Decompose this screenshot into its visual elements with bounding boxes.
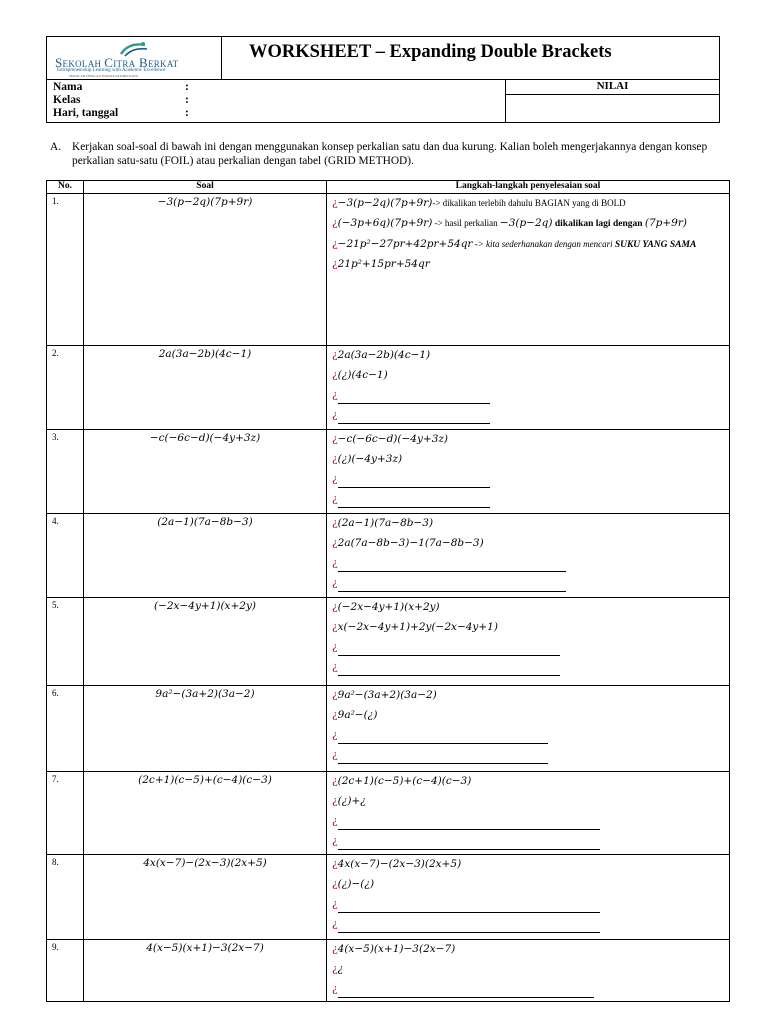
placeholder-glyph: ¿ — [332, 197, 338, 209]
solution-steps — [327, 598, 730, 686]
placeholder-glyph: ¿ — [332, 795, 338, 807]
step-4-expr: 21p²+15pr+54qr — [337, 258, 430, 270]
placeholder-glyph: ¿ — [332, 983, 338, 995]
placeholder-glyph: ¿ — [332, 557, 338, 569]
placeholder-glyph: ¿ — [332, 878, 338, 890]
step-1-expr: 9a²−(3a+2)(3a−2) — [337, 689, 437, 701]
header-soal: Soal — [84, 181, 327, 194]
kelas-label: Kelas — [53, 94, 81, 106]
placeholder-glyph: ¿ — [332, 238, 338, 250]
student-info-box — [46, 80, 720, 123]
table-row — [47, 598, 730, 686]
header-langkah: Langkah-langkah penyelesaian soal — [327, 181, 730, 194]
answer-line[interactable] — [332, 574, 729, 594]
kelas-colon: : — [185, 94, 189, 106]
placeholder-glyph: ¿ — [332, 641, 338, 653]
step-2-expr: x(−2x−4y+1)+2y(−2x−4y+1) — [337, 621, 498, 633]
step-1-expr: 4x(x−7)−(2x−3)(2x+5) — [337, 858, 462, 870]
placeholder-glyph: ¿ — [332, 729, 338, 741]
row-number: 3. — [47, 430, 84, 514]
placeholder-glyph: ¿ — [332, 537, 338, 549]
placeholder-glyph: ¿ — [332, 621, 338, 633]
row-number: 6. — [47, 686, 84, 772]
placeholder-glyph: ¿ — [332, 217, 338, 229]
step-3-note: -> kita sederhanakan dengan mencari — [472, 239, 615, 249]
step-2-expr: 2a(7a−8b−3)−1(7a−8b−3) — [337, 537, 484, 549]
step-2-expr: ¿ — [337, 963, 344, 975]
table-row — [47, 346, 730, 430]
logo-school-part1: Sekolah — [55, 55, 102, 70]
problem-expression: (−2x−4y+1)(x+2y) — [84, 598, 327, 686]
placeholder-glyph: ¿ — [332, 349, 338, 361]
logo-school-part2: Citra Berkat — [104, 55, 179, 70]
placeholder-glyph: ¿ — [332, 689, 338, 701]
step-1-expr: (−2x−4y+1)(x+2y) — [337, 601, 440, 613]
placeholder-glyph: ¿ — [332, 898, 338, 910]
placeholder-glyph: ¿ — [332, 389, 338, 401]
answer-line[interactable] — [332, 554, 729, 574]
placeholder-glyph: ¿ — [332, 943, 338, 955]
placeholder-glyph: ¿ — [332, 493, 338, 505]
problem-expression: 4(x−5)(x+1)−3(2x−7) — [84, 940, 327, 1002]
answer-line[interactable] — [332, 895, 729, 915]
step-2-mid: −3(p−2q) — [499, 217, 553, 229]
step-3-bold: SUKU YANG SAMA — [614, 240, 697, 250]
placeholder-glyph: ¿ — [332, 749, 338, 761]
solution-steps — [327, 940, 730, 1002]
step-2-expr: (¿)(4c−1) — [337, 369, 388, 381]
answer-line[interactable] — [332, 470, 729, 490]
table-header-row — [47, 181, 730, 194]
step-2-expr: (¿)−(¿) — [337, 878, 375, 890]
placeholder-glyph: ¿ — [332, 453, 338, 465]
step-2-end: (7p+9r) — [644, 217, 687, 229]
problem-expression: 2a(3a−2b)(4c−1) — [84, 346, 327, 430]
step-2-bold: dikalikan lagi dengan — [552, 219, 645, 229]
nama-label: Nama — [53, 81, 83, 93]
problem-expression: (2a−1)(7a−8b−3) — [84, 514, 327, 598]
step-1-expr: −3(p−2q)(7p+9r) — [337, 197, 433, 209]
table-row — [47, 772, 730, 855]
table-row — [47, 430, 730, 514]
step-2-expr: (¿)(−4y+3z) — [337, 453, 403, 465]
row-number: 4. — [47, 514, 84, 598]
step-2-expr: 9a²−(¿) — [337, 709, 378, 721]
problem-expression: −c(−6c−d)(−4y+3z) — [84, 430, 327, 514]
header-no: No. — [47, 181, 84, 194]
logo-tagline: Entrepreneurship Learning with Academic Excellence — [57, 68, 166, 73]
problem-expression: 9a²−(3a+2)(3a−2) — [84, 686, 327, 772]
step-1-expr: (2c+1)(c−5)+(c−4)(c−3) — [337, 775, 472, 787]
nilai-label: NILAI — [505, 80, 720, 95]
solution-steps — [327, 430, 730, 514]
answer-line[interactable] — [332, 638, 729, 658]
logo-subtagline: SEKOLAH DENGAN WAWASAN KRISTIANI — [69, 74, 138, 78]
placeholder-glyph: ¿ — [332, 517, 338, 529]
answer-line[interactable] — [332, 812, 729, 832]
solution-steps — [327, 346, 730, 430]
placeholder-glyph: ¿ — [332, 858, 338, 870]
placeholder-glyph: ¿ — [332, 601, 338, 613]
hari-label: Hari, tanggal — [53, 107, 119, 119]
hari-colon: : — [185, 107, 189, 119]
answer-line[interactable] — [332, 832, 729, 852]
placeholder-glyph: ¿ — [332, 815, 338, 827]
answer-line[interactable] — [332, 490, 729, 510]
exercise-table — [46, 180, 730, 1002]
step-2-expr: (¿)+¿ — [337, 795, 366, 807]
placeholder-glyph: ¿ — [332, 258, 338, 270]
placeholder-glyph: ¿ — [332, 835, 338, 847]
header-box — [46, 36, 720, 80]
placeholder-glyph: ¿ — [332, 409, 338, 421]
instruction-marker: A. — [50, 141, 62, 153]
step-1-expr: (2a−1)(7a−8b−3) — [337, 517, 434, 529]
step-3-expr: −21p²−27pr+42pr+54qr — [337, 238, 473, 250]
solution-steps — [327, 855, 730, 940]
answer-line[interactable] — [332, 386, 729, 406]
placeholder-glyph: ¿ — [332, 661, 338, 673]
problem-expression: (2c+1)(c−5)+(c−4)(c−3) — [84, 772, 327, 855]
placeholder-glyph: ¿ — [332, 963, 338, 975]
table-row — [47, 194, 730, 346]
school-logo — [47, 37, 222, 79]
answer-line[interactable] — [332, 746, 729, 766]
placeholder-glyph: ¿ — [332, 709, 338, 721]
answer-line[interactable] — [332, 406, 729, 426]
placeholder-glyph: ¿ — [332, 369, 338, 381]
nama-colon: : — [185, 81, 189, 93]
placeholder-glyph: ¿ — [332, 577, 338, 589]
row-number: 8. — [47, 855, 84, 940]
step-1-note: -> dikalikan terlebih dahulu BAGIAN yang di BOLD — [432, 198, 626, 208]
solution-steps — [327, 686, 730, 772]
solution-steps — [327, 194, 730, 346]
answer-line[interactable] — [332, 658, 729, 678]
solution-steps — [327, 514, 730, 598]
step-1-expr: 4(x−5)(x+1)−3(2x−7) — [337, 943, 456, 955]
solution-steps — [327, 772, 730, 855]
worksheet-title: WORKSHEET – Expanding Double Brackets — [249, 42, 612, 62]
table-row — [47, 686, 730, 772]
placeholder-glyph: ¿ — [332, 433, 338, 445]
table-row — [47, 940, 730, 1002]
problem-expression: 4x(x−7)−(2x−3)(2x+5) — [84, 855, 327, 940]
problem-expression: −3(p−2q)(7p+9r) — [84, 194, 327, 346]
placeholder-glyph: ¿ — [332, 775, 338, 787]
placeholder-glyph: ¿ — [332, 918, 338, 930]
step-1-expr: 2a(3a−2b)(4c−1) — [337, 349, 431, 361]
answer-line[interactable] — [332, 915, 729, 935]
instruction-text: Kerjakan soal-soal di bawah ini dengan menggunakan konsep perkalian satu dan dua kurung. Kalian boleh mengerjakannya dengan konsep perkalian satu-satu (FOIL) atau perkalian dengan tabel (GRID METHOD). — [72, 141, 708, 167]
table-row — [47, 855, 730, 940]
step-2-expr: (−3p+6q)(7p+9r) — [337, 217, 433, 229]
row-number: 5. — [47, 598, 84, 686]
answer-line[interactable] — [332, 980, 729, 1000]
row-number: 7. — [47, 772, 84, 855]
table-row — [47, 514, 730, 598]
row-number: 1. — [47, 194, 84, 346]
row-number: 2. — [47, 346, 84, 430]
step-2-note: -> hasil perkalian — [432, 218, 500, 228]
placeholder-glyph: ¿ — [332, 473, 338, 485]
row-number: 9. — [47, 940, 84, 1002]
step-1-expr: −c(−6c−d)(−4y+3z) — [337, 433, 449, 445]
answer-line[interactable] — [332, 726, 729, 746]
